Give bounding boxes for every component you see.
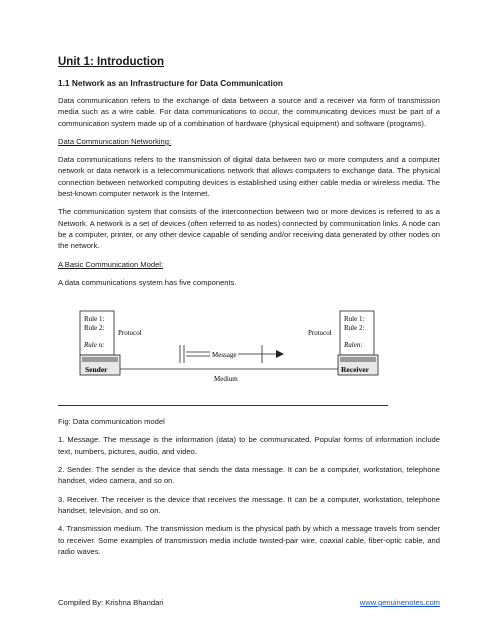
- receiver-computer: [338, 311, 378, 375]
- paragraph-components: A data communications system has five components.: [58, 277, 237, 287]
- receiver-rule-1: Rule 1:: [344, 315, 365, 324]
- footer-author: Compiled By: Krishna Bhandari: [58, 598, 164, 607]
- page-content: [58, 56, 440, 564]
- protocol-left-label: Protocol: [118, 329, 142, 338]
- receiver-rule-n: Rulen:: [344, 341, 363, 350]
- section-title: 1.1 Network as an Infrastructure for Data Communication: [58, 78, 283, 88]
- subheading-networking: Data Communication Networking:: [58, 136, 172, 146]
- sender-computer: [80, 311, 120, 375]
- item-receiver: 3. Receiver. The receiver is the device that receives the message. It can be a computer, workstation, telephone handset, television, and so on.: [58, 494, 440, 515]
- paragraph-intro: Data communication refers to the exchange of data between a source and a receiver via form of transmission media such as a wire cable. For data communications to occur, the communicating devices must be part of a communication system made up of a combination of hardware (physical equipment) and software (programs).: [58, 96, 440, 128]
- sender-rule-n: Rule n:: [84, 341, 105, 350]
- paragraph-network-definition: The communication system that consists of the interconnection between two or more devices is referred to as a Network. A network is a set of devices (often referred to as nodes) connected by communication links. A node can be a computer, printer, or any other device capable of sending and/or receiving data generated by other nodes on the network.: [58, 207, 440, 251]
- item-message: 1. Message. The message is the information (data) to be communicated. Popular forms of information include text, numbers, pictures, audio, and video.: [58, 435, 440, 456]
- unit-title: Unit 1: Introduction: [58, 56, 165, 68]
- medium-label: Medium: [214, 375, 238, 384]
- message-packet: [180, 345, 284, 363]
- footer-website-link[interactable]: www.genuinenotes.com: [359, 598, 440, 607]
- sender-rule-2: Rule 2:: [84, 324, 105, 333]
- paragraph-networking: Data communications refers to the transmission of digital data between two or more computers and a computer network or data network is a telecommunications network that allows computers to exchange data. The physical connection between networked computing devices is established using either cable media or wireless media. The best-known computer network is the Internet.: [58, 155, 440, 199]
- figure-divider: [58, 405, 388, 406]
- protocol-right-label: Protocol: [308, 329, 332, 338]
- sender-label: Sender: [85, 365, 108, 375]
- receiver-label: Receiver: [341, 365, 369, 375]
- message-label: Message: [212, 351, 237, 360]
- figure-caption: Fig: Data communication model: [58, 417, 165, 427]
- item-sender: 2. Sender. The sender is the device that sends the data message. It can be a computer, workstation, telephone handset, video camera, and so on.: [58, 465, 440, 486]
- sender-rule-1: Rule 1:: [84, 315, 105, 324]
- item-transmission-medium: 4. Transmission medium. The transmission medium is the physical path by which a message travels from sender to receiver. Some examples of transmission media include twisted-pair wire, coaxial cable, fiber-optic cable, and radio waves.: [58, 524, 440, 556]
- receiver-rule-2: Rule 2:: [344, 324, 365, 333]
- communication-model-diagram: [58, 295, 440, 399]
- subheading-model: A Basic Communication Model:: [58, 259, 164, 269]
